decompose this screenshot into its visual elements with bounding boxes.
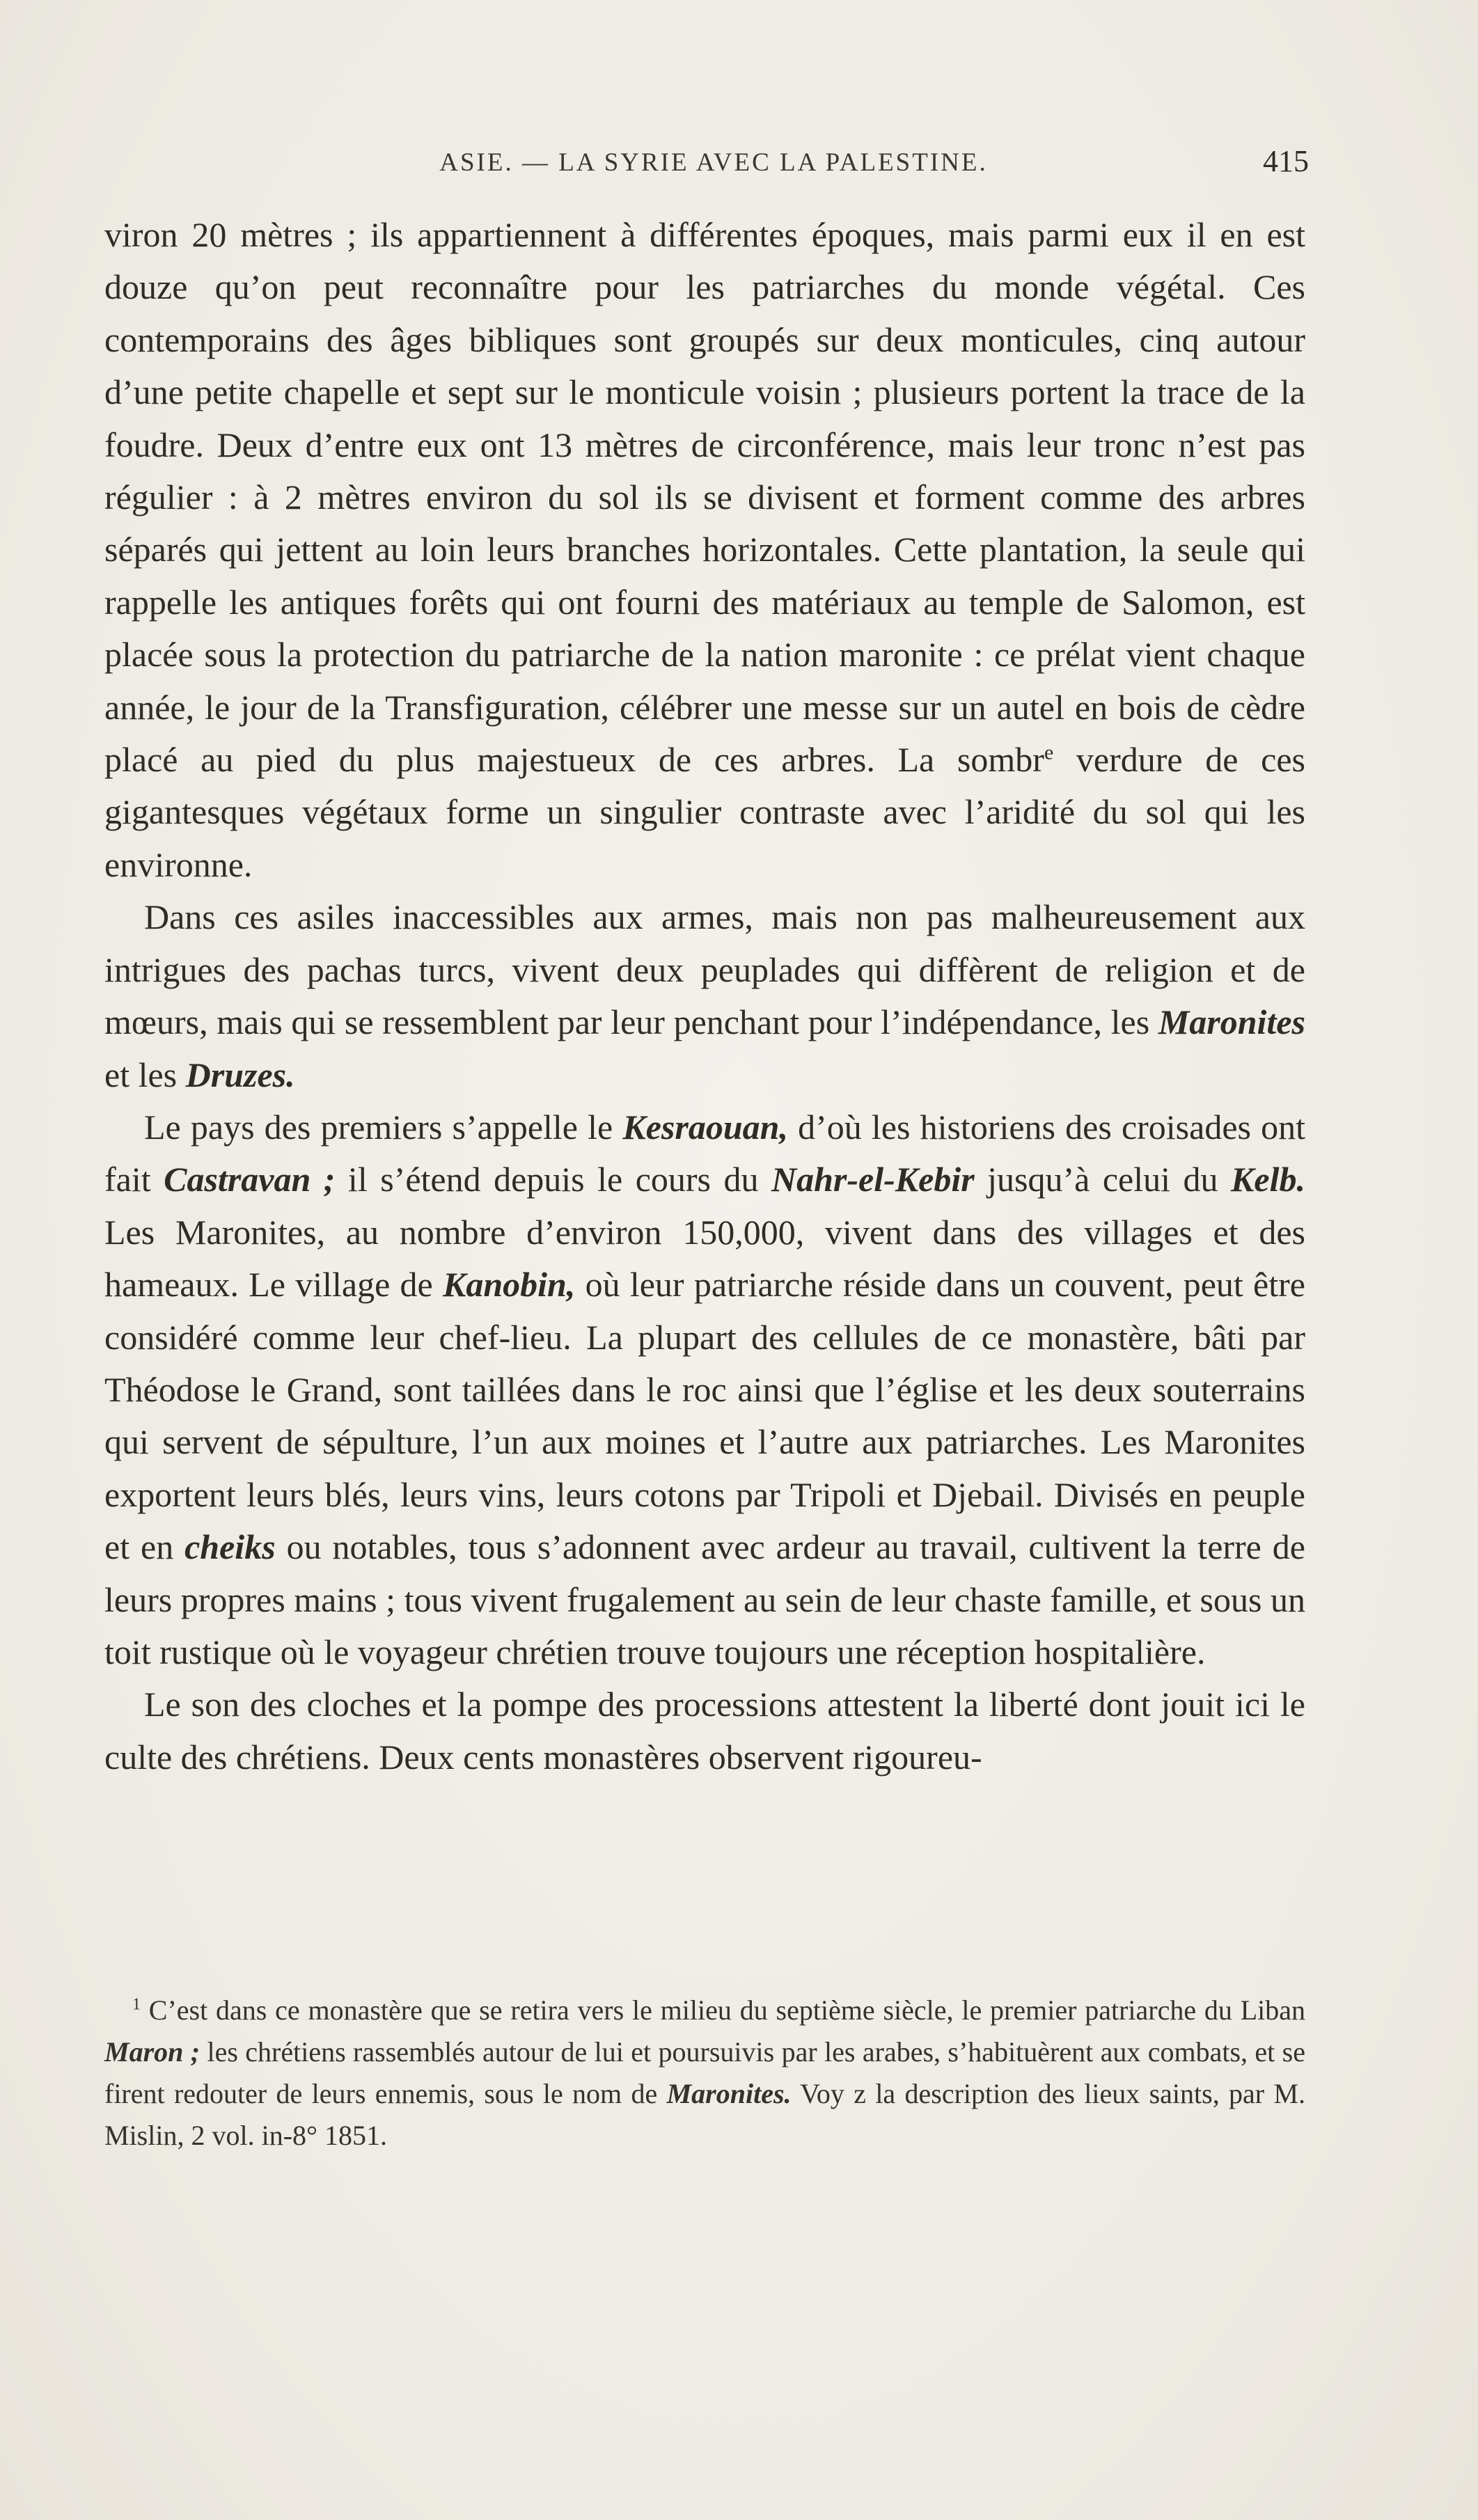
text-run: C’est dans ce monastère que se retira vers le milieu du septième siècle, le premier patriarche du Liban [141, 1994, 1305, 2026]
italic-term: Nahr-el-Kebir [771, 1160, 975, 1199]
italic-term: cheiks [184, 1527, 276, 1567]
text-run: verdure de ces gigantesques végétaux forme un singulier contraste avec l’aridité du sol qui les environne. [104, 740, 1305, 884]
text-run: Voy z la description des lieux saints, par M. Mislin, 2 vol. in-8° 1851. [104, 2078, 1306, 2151]
text-run: Le son des cloches et la pompe des processions attestent la liberté dont jouit ici le culte des chrétiens. Deux cents monastères observent rigoureu- [104, 1685, 1305, 1777]
footnote-marker: 1 [132, 1995, 141, 2014]
text-run: d’où les historiens des croisades ont fait [104, 1107, 1306, 1199]
text-run: ou notables, tous s’adonnent avec ardeur au travail, cultivent la terre de leurs propres mains ; tous vivent frugalement au sein de leur chaste famille, et sous un toit rustique où le voyageur chrétien trouve toujours une réception hospitalière. [104, 1527, 1305, 1671]
text-run: Les Maronites, au nombre d’environ 150,000, vivent dans des villages et des hameaux. Le village de [104, 1212, 1305, 1305]
italic-term: Kesraouan, [622, 1107, 788, 1147]
paragraph-maronites [104, 1101, 1305, 1678]
running-title: ASIE. — LA SYRIE AVEC LA PALESTINE. [439, 148, 988, 177]
text-run: les chrétiens rassemblés autour de lui et poursuivis par les arabes, s’habituèrent aux combats, et se firent redouter de leurs ennemis, sous le nom de [104, 2036, 1305, 2109]
footnote-paragraph [104, 1990, 1305, 2157]
italic-term: Maronites [1158, 1002, 1305, 1042]
text-run: jusqu’à celui du [974, 1160, 1232, 1199]
text-run: Dans ces asiles inaccessibles aux armes, mais non pas malheureusement aux intrigues des pachas turcs, vivent deux peuplades qui diffèrent de religion et de mœurs, mais qui se ressemblent par leur penchant pour l’indépendance, les [104, 897, 1305, 1042]
italic-term: Kanobin, [442, 1265, 576, 1305]
italic-term: Kelb. [1231, 1160, 1305, 1199]
paragraph-bells [104, 1678, 1305, 1783]
italic-term: Maronites. [666, 2078, 792, 2109]
text-run: où leur patriarche réside dans un couvent, peut être considéré comme leur chef-lieu. La plupart des cellules de ce monastère, bâti par Théodose le Grand, sont taillées dans le roc ainsi que l’église et les deux souterrains qui servent de sépulture, l’un aux moines et l’autre aux patriarches. Les Maronites exportent leurs blés, leurs vins, leurs cotons par Tripoli et Djebail. Divisés en peuple et en [104, 1265, 1305, 1567]
text-run: viron 20 mètres ; ils appartiennent à différentes époques, mais parmi eux il en est douze qu’on peut reconnaître pour les patriarches du monde végétal. Ces contemporains des âges bibliques sont groupés sur deux monticules, cinq autour d’une petite chapelle et sept sur le monticule voisin ; plusieurs portent la trace de la foudre. Deux d’entre eux ont 13 mètres de circonférence, mais leur tronc n’est pas régulier : à 2 mètres environ du sol ils se divisent et forment comme des arbres séparés qui jettent au loin leurs branches horizontales. Cette plantation, la seule qui rappelle les antiques forêts qui ont fourni des matériaux au temple de Salomon, est placée sous la protection du patriarche de la nation maronite : ce prélat vient chaque année, le jour de la Transfiguration, célébrer une messe sur un autel en bois de cèdre placé au pied du plus majestueux de ces arbres. La sombr [104, 215, 1305, 780]
text-run: il s’étend depuis le cours du [335, 1160, 772, 1199]
page-header [118, 144, 1309, 189]
paragraph-cedars [104, 209, 1305, 891]
text-run: Le pays des premiers s’appelle le [144, 1107, 623, 1147]
italic-term: Castravan ; [164, 1160, 336, 1199]
main-text [104, 209, 1305, 1783]
superscript-e: e [1044, 741, 1054, 764]
italic-term: Druzes. [185, 1055, 295, 1094]
footnote [104, 1990, 1305, 2157]
text-run: et les [104, 1055, 186, 1094]
paragraph-peoples [104, 891, 1305, 1101]
italic-term: Maron ; [104, 2036, 201, 2068]
page-number: 415 [1263, 144, 1309, 178]
